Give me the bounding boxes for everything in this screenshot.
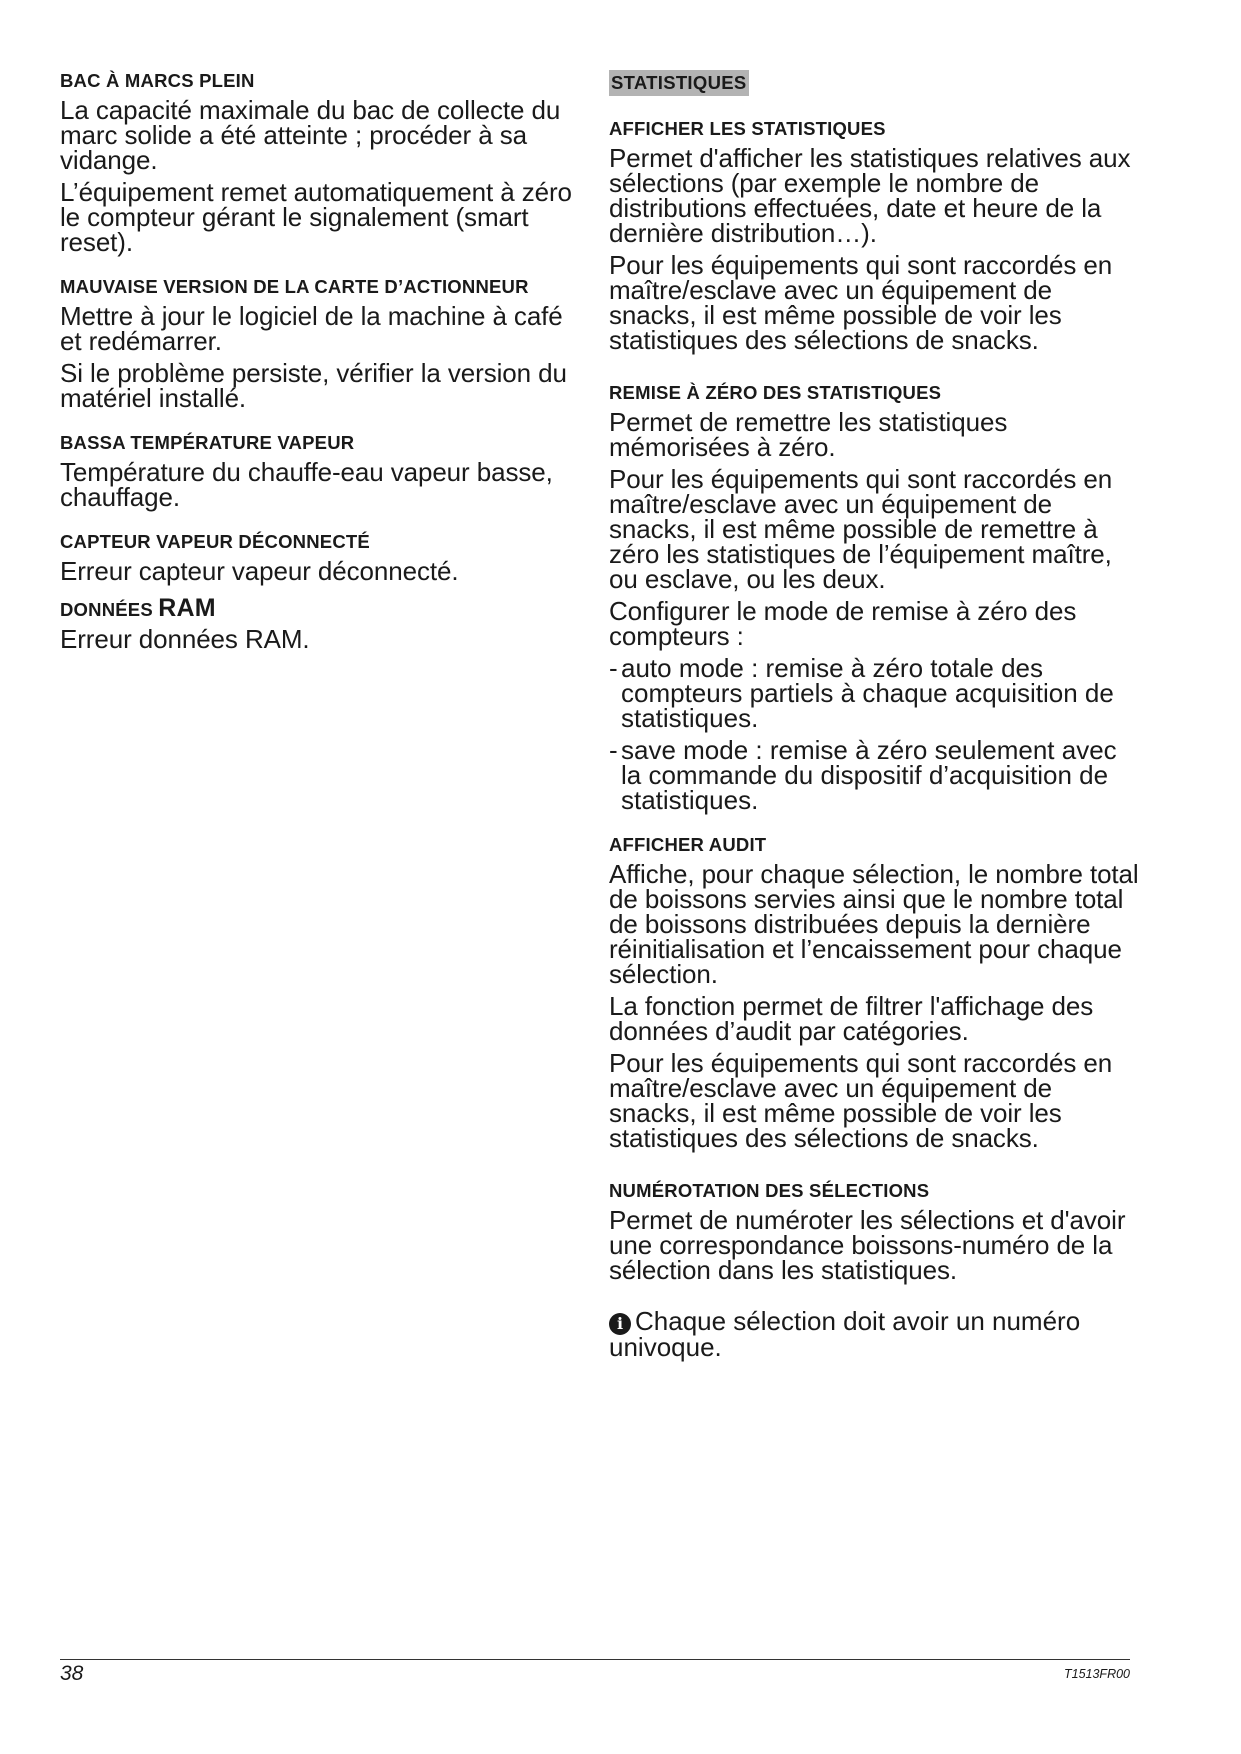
paragraph: Pour les équipements qui sont raccordés en maître/esclave avec un équipement de snacks, il est même possible de remettre à zéro les statistiques de l’équipement maître, ou esclave, ou les deux. xyxy=(609,464,1113,594)
list-item xyxy=(609,735,1139,815)
paragraph: Pour les équipements qui sont raccordés en maître/esclave avec un équipement de snacks, il est même possible de voir les statistiques des sélections de snacks. xyxy=(609,1048,1113,1153)
list-dash: - xyxy=(609,653,618,683)
paragraph: La capacité maximale du bac de collecte du marc solide a été atteinte ; procéder à sa vidange. xyxy=(60,95,561,175)
info-note-text: Chaque sélection doit avoir un numéro univoque. xyxy=(609,1306,1081,1362)
list-dash: - xyxy=(609,735,618,765)
paragraph: Erreur données RAM. xyxy=(60,624,310,654)
paragraph: La fonction permet de filtrer l'affichage des données d’audit par catégories. xyxy=(609,991,1094,1046)
list-item-text: save mode : remise à zéro seulement avec la commande du dispositif d’acquisition de statistiques. xyxy=(621,735,1117,815)
heading-prefix: DONNÉES xyxy=(60,599,153,620)
paragraph: Affiche, pour chaque sélection, le nombre total de boissons servies ainsi que le nombre total de boissons distribuées depuis la dernière réinitialisation et l’encaissement pour chaque sélection. xyxy=(609,859,1139,989)
paragraph: Erreur capteur vapeur déconnecté. xyxy=(60,556,459,586)
heading-mauvaise-version: MAUVAISE VERSION DE LA CARTE D’ACTIONNEUR xyxy=(60,276,529,297)
heading-afficher-statistiques: AFFICHER LES STATISTIQUES xyxy=(609,118,886,139)
heading-numerotation: NUMÉROTATION DES SÉLECTIONS xyxy=(609,1180,930,1201)
right-column xyxy=(609,70,1139,1386)
heading-capteur-vapeur: CAPTEUR VAPEUR DÉCONNECTÉ xyxy=(60,531,370,552)
paragraph: Configurer le mode de remise à zéro des compteurs : xyxy=(609,596,1077,651)
heading-bac-a-marcs-plein: BAC À MARCS PLEIN xyxy=(60,70,255,91)
document-code: T1513FR00 xyxy=(1063,1667,1130,1681)
paragraph: Température du chauffe-eau vapeur basse, chauffage. xyxy=(60,457,553,512)
paragraph: L’équipement remet automatiquement à zéro le compteur gérant le signalement (smart reset). xyxy=(60,177,572,257)
paragraph: Si le problème persiste, vérifier la version du matériel installé. xyxy=(60,358,567,413)
info-icon: i xyxy=(609,1313,631,1335)
paragraph: Pour les équipements qui sont raccordés en maître/esclave avec un équipement de snacks, il est même possible de voir les statistiques des sélections de snacks. xyxy=(609,250,1113,355)
list-item xyxy=(609,653,1139,733)
heading-bassa-temperature-vapeur: BASSA TEMPÉRATURE VAPEUR xyxy=(60,432,355,453)
heading-afficher-audit: AFFICHER AUDIT xyxy=(609,834,767,855)
heading-donnees-ram xyxy=(60,594,580,622)
info-note xyxy=(609,1306,1139,1362)
section-title: STATISTIQUES xyxy=(609,70,749,96)
heading-remise-a-zero: REMISE À ZÉRO DES STATISTIQUES xyxy=(609,382,942,403)
footer-divider xyxy=(60,1659,1130,1660)
paragraph: Permet de remettre les statistiques mémorisées à zéro. xyxy=(609,407,1008,462)
paragraph: Mettre à jour le logiciel de la machine à café et redémarrer. xyxy=(60,301,563,356)
page-number: 38 xyxy=(60,1662,84,1685)
paragraph: Permet d'afficher les statistiques relatives aux sélections (par exemple le nombre de distributions effectuées, date et heure de la dernière distribution…). xyxy=(609,143,1131,248)
left-column xyxy=(60,70,580,659)
list-item-text: auto mode : remise à zéro totale des compteurs partiels à chaque acquisition de statistiques. xyxy=(621,653,1114,733)
heading-ram: RAM xyxy=(158,594,216,622)
paragraph: Permet de numéroter les sélections et d'avoir une correspondance boissons-numéro de la sélection dans les statistiques. xyxy=(609,1205,1126,1285)
